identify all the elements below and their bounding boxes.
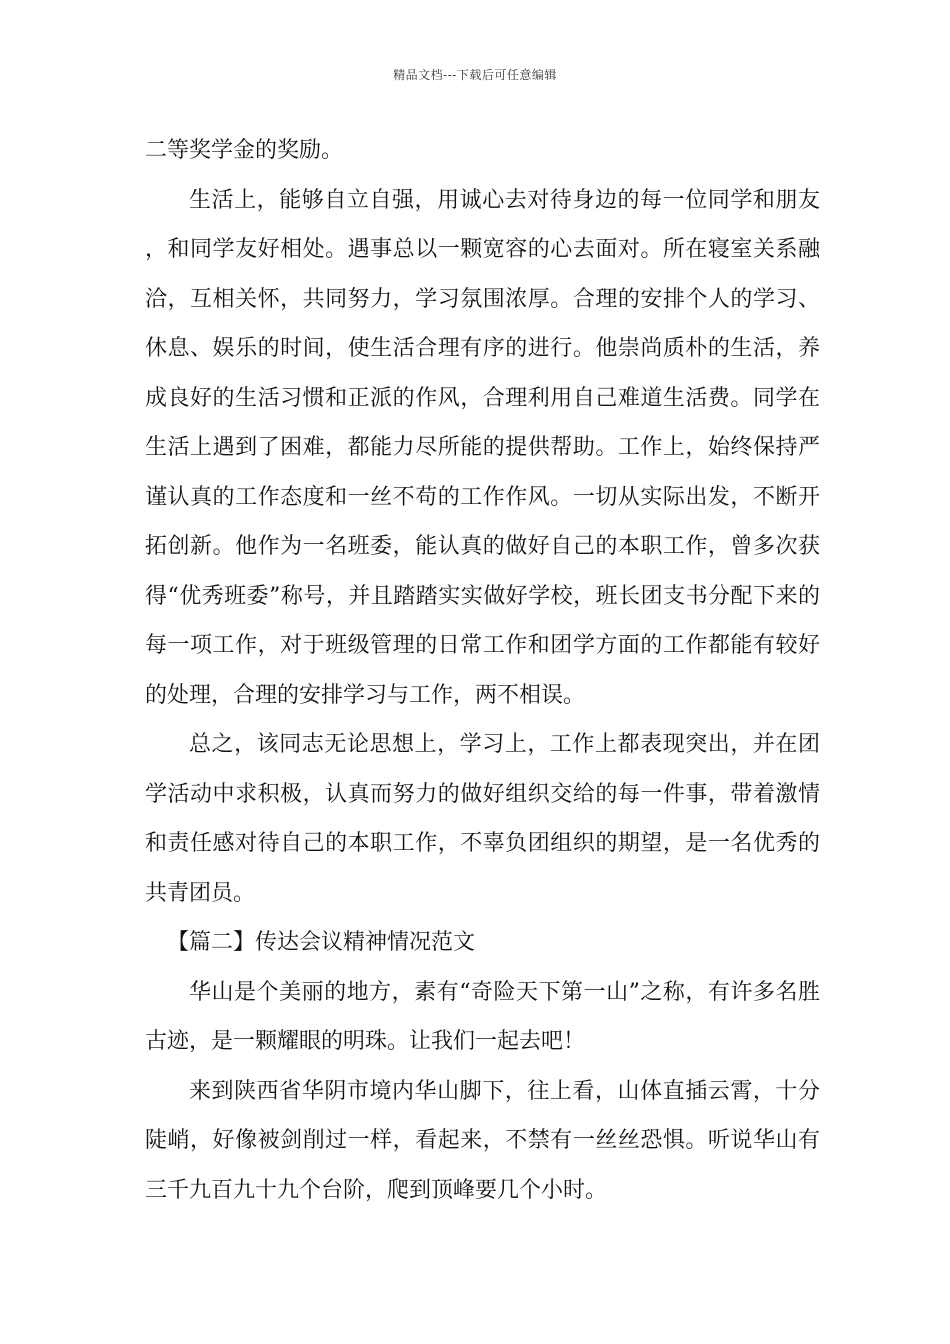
document-body bbox=[145, 126, 820, 1215]
paragraph-summary: 总之，该同志无论思想上，学习上，工作上都表现突出，并在团学活动中求积极，认真而努力的做好组织交给的每一件事，带着激情和责任感对待自己的本职工作，不辜负团组织的期望，是一名优秀的共青团员。 bbox=[145, 732, 820, 906]
paragraph-life-work: 生活上，能够自立自强，用诚心去对待身边的每一位同学和朋友，和同学友好相处。遇事总以一颗宽容的心去面对。所在寝室关系融洽，互相关怀，共同努力，学习氛围浓厚。合理的安排个人的学习、休息、娱乐的时间，使生活合理有序的进行。他崇尚质朴的生活，养成良好的生活习惯和正派的作风，合理利用自己难道生活费。同学在生活上遇到了困难，都能力尽所能的提供帮助。工作上，始终保持严谨认真的工作态度和一丝不苟的工作作风。一切从实际出发，不断开拓创新。他作为一名班委，能认真的做好自己的本职工作，曾多次获得“优秀班委”称号，并且踏踏实实做好学校，班长团支书分配下来的每一项工作，对于班级管理的日常工作和团学方面的工作都能有较好的处理，合理的安排学习与工作，两不相误。 bbox=[145, 187, 820, 708]
page-header: 精品文档---下载后可任意编辑 bbox=[393, 68, 557, 82]
paragraph-continuation: 二等奖学金的奖励。 bbox=[145, 138, 344, 163]
paragraph-huashan-intro: 华山是个美丽的地方，素有“奇险天下第一山”之称，有许多名胜古迹，是一颗耀眼的明珠。让我们一起去吧！ bbox=[145, 979, 820, 1054]
section-heading: 【篇二】传达会议精神情况范文 bbox=[167, 930, 476, 955]
paragraph-huashan-arrival: 来到陕西省华阴市境内华山脚下，往上看，山体直插云霄，十分陡峭，好像被剑削过一样，看起来，不禁有一丝丝恐惧。听说华山有三千九百九十九个台阶，爬到顶峰要几个小时。 bbox=[145, 1078, 820, 1203]
